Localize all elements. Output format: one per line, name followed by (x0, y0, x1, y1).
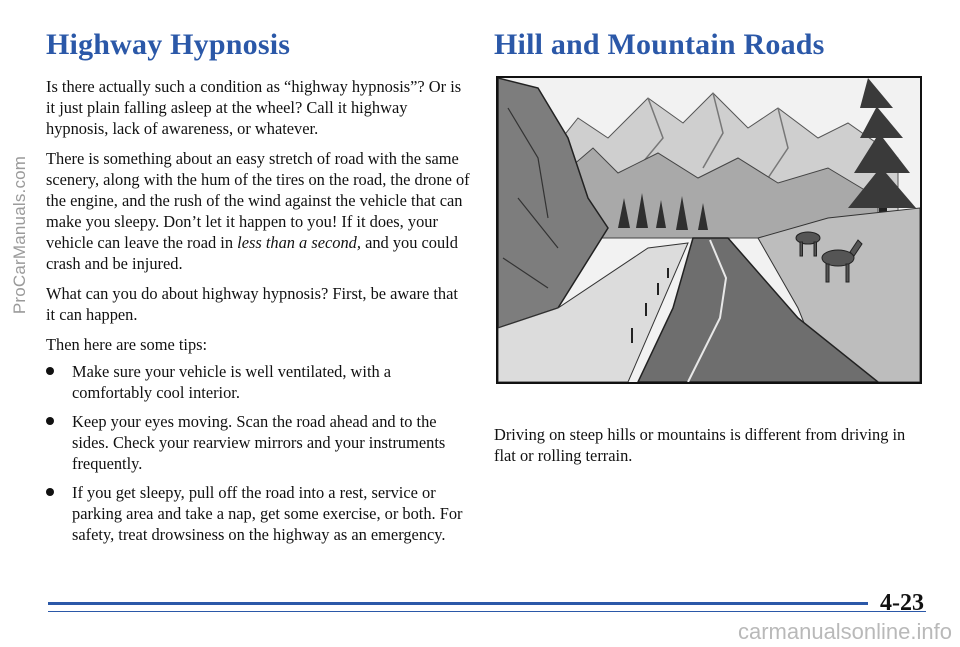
paragraph-1: Is there actually such a condition as “highway hypnosis”? Or is it just plain falling asleep at the wheel? Call it highway hypnosis, lack of awareness, or whatever. (46, 77, 462, 138)
bottom-watermark: carmanualsonline.info (737, 619, 952, 644)
tip-text: If you get sleepy, pull off the road into a rest, service or parking area and take a nap, get some exercise, or both. For safety, treat drowsiness on the highway as an emergency. (72, 483, 463, 544)
tips-intro: Then here are some tips: (46, 335, 208, 354)
section-title-highway-hypnosis: Highway Hypnosis (46, 28, 291, 61)
paragraph-2-italic: less than a second, (237, 233, 361, 252)
tip-item (46, 361, 470, 403)
paragraph-2-text-a: There is something about an easy stretch of road with the same scenery, along with the hum of the tires on the road, the drone of the engine, and the rush of the wind against the vehicle that can make you sleepy. Don’t let it happen to you! If it does, your vehicle can leave the road in (46, 149, 470, 252)
paragraph-2 (46, 148, 470, 274)
side-watermark: ProCarManuals.com (10, 155, 29, 315)
footer-rule-thick (48, 602, 868, 605)
bullet-icon (46, 488, 54, 496)
caption: Driving on steep hills or mountains is different from driving in flat or rolling terrain. (494, 425, 906, 465)
tip-item (46, 482, 470, 545)
right-column (494, 28, 924, 475)
tip-text: Keep your eyes moving. Scan the road ahead and to the sides. Check your rearview mirrors and your instruments frequently. (72, 412, 446, 473)
mountain-road-illustration (496, 76, 922, 384)
page-number: 4-23 (880, 590, 924, 616)
mountain-road-drawing (498, 78, 920, 382)
tip-text: Make sure your vehicle is well ventilated, with a comfortably cool interior. (72, 362, 392, 402)
tip-item (46, 411, 470, 474)
bullet-icon (46, 417, 54, 425)
section-title-hill-mountain-roads: Hill and Mountain Roads (494, 28, 825, 61)
tips-list (46, 361, 470, 545)
footer-rule-thin (48, 611, 926, 612)
paragraph-3: What can you do about highway hypnosis? First, be aware that it can happen. (46, 284, 458, 324)
bullet-icon (46, 367, 54, 375)
paragraph-2-text-b: and you could crash and be injured. (46, 233, 458, 273)
left-column (46, 28, 470, 553)
